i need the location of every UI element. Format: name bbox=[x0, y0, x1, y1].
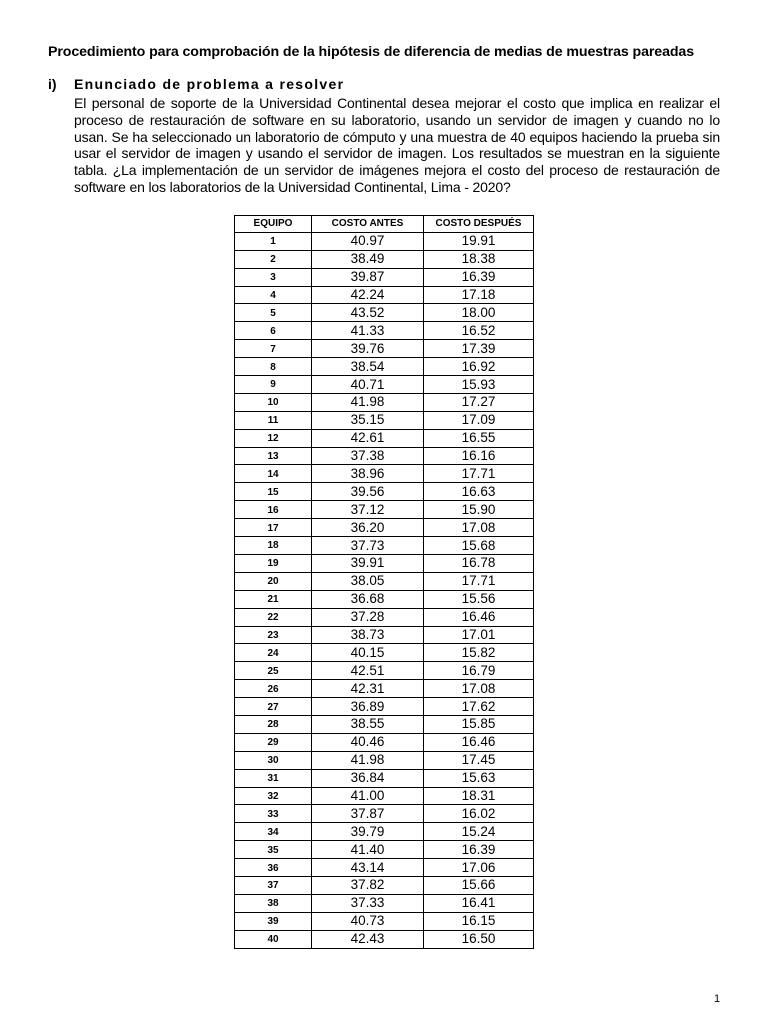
table-row bbox=[235, 537, 534, 555]
table-row bbox=[235, 930, 534, 948]
section-header bbox=[48, 76, 728, 92]
cell-costo-antes: 41.98 bbox=[312, 751, 424, 769]
cell-costo-despues: 16.50 bbox=[424, 930, 534, 948]
section-heading: Enunciado de problema a resolver bbox=[74, 76, 345, 92]
table-row bbox=[235, 859, 534, 877]
cell-equipo: 3 bbox=[235, 268, 312, 286]
cell-costo-despues: 16.46 bbox=[424, 608, 534, 626]
cell-costo-despues: 18.00 bbox=[424, 304, 534, 322]
cell-equipo: 17 bbox=[235, 519, 312, 537]
table-row bbox=[235, 733, 534, 751]
header-costo-despues: COSTO DESPUÉS bbox=[424, 216, 534, 233]
cell-costo-antes: 37.87 bbox=[312, 805, 424, 823]
data-table bbox=[234, 215, 534, 949]
cell-equipo: 28 bbox=[235, 715, 312, 733]
cell-costo-despues: 16.78 bbox=[424, 554, 534, 572]
cell-equipo: 6 bbox=[235, 322, 312, 340]
cell-costo-despues: 19.91 bbox=[424, 232, 534, 250]
table-row bbox=[235, 876, 534, 894]
table-row bbox=[235, 715, 534, 733]
cell-costo-antes: 41.33 bbox=[312, 322, 424, 340]
table-row bbox=[235, 787, 534, 805]
page-number: 1 bbox=[714, 993, 721, 1005]
cell-equipo: 29 bbox=[235, 733, 312, 751]
cell-equipo: 34 bbox=[235, 823, 312, 841]
cell-equipo: 32 bbox=[235, 787, 312, 805]
cell-costo-antes: 37.12 bbox=[312, 501, 424, 519]
table-row bbox=[235, 429, 534, 447]
cell-equipo: 19 bbox=[235, 554, 312, 572]
table-row bbox=[235, 358, 534, 376]
cell-equipo: 33 bbox=[235, 805, 312, 823]
cell-costo-despues: 16.39 bbox=[424, 268, 534, 286]
cell-costo-antes: 37.28 bbox=[312, 608, 424, 626]
cell-equipo: 27 bbox=[235, 698, 312, 716]
table-row bbox=[235, 644, 534, 662]
cell-costo-despues: 15.56 bbox=[424, 590, 534, 608]
cell-costo-antes: 39.87 bbox=[312, 268, 424, 286]
table-row bbox=[235, 376, 534, 394]
cell-equipo: 8 bbox=[235, 358, 312, 376]
table-row bbox=[235, 572, 534, 590]
cell-costo-despues: 16.41 bbox=[424, 894, 534, 912]
cell-equipo: 10 bbox=[235, 393, 312, 411]
cell-costo-despues: 15.68 bbox=[424, 537, 534, 555]
cell-costo-antes: 39.76 bbox=[312, 340, 424, 358]
table-row bbox=[235, 393, 534, 411]
cell-costo-antes: 36.68 bbox=[312, 590, 424, 608]
table-row bbox=[235, 232, 534, 250]
cell-costo-despues: 16.02 bbox=[424, 805, 534, 823]
cell-costo-antes: 40.71 bbox=[312, 376, 424, 394]
cell-equipo: 14 bbox=[235, 465, 312, 483]
cell-costo-despues: 17.09 bbox=[424, 411, 534, 429]
table-row bbox=[235, 322, 534, 340]
table-row bbox=[235, 823, 534, 841]
cell-equipo: 31 bbox=[235, 769, 312, 787]
cell-costo-antes: 40.46 bbox=[312, 733, 424, 751]
cell-costo-despues: 16.79 bbox=[424, 662, 534, 680]
cell-costo-despues: 17.06 bbox=[424, 859, 534, 877]
cell-equipo: 30 bbox=[235, 751, 312, 769]
cell-equipo: 12 bbox=[235, 429, 312, 447]
header-equipo: EQUIPO bbox=[235, 216, 312, 233]
cell-equipo: 22 bbox=[235, 608, 312, 626]
section-number: i) bbox=[48, 76, 57, 92]
table-row bbox=[235, 841, 534, 859]
cell-costo-despues: 17.01 bbox=[424, 626, 534, 644]
table-row bbox=[235, 519, 534, 537]
table-row bbox=[235, 894, 534, 912]
cell-equipo: 37 bbox=[235, 876, 312, 894]
cell-costo-antes: 36.89 bbox=[312, 698, 424, 716]
cell-costo-despues: 16.92 bbox=[424, 358, 534, 376]
cell-costo-despues: 18.38 bbox=[424, 250, 534, 268]
cell-equipo: 4 bbox=[235, 286, 312, 304]
cell-equipo: 23 bbox=[235, 626, 312, 644]
cell-equipo: 1 bbox=[235, 232, 312, 250]
cell-costo-antes: 38.54 bbox=[312, 358, 424, 376]
table-row bbox=[235, 411, 534, 429]
cell-costo-despues: 15.93 bbox=[424, 376, 534, 394]
cell-costo-antes: 40.73 bbox=[312, 912, 424, 930]
cell-costo-antes: 43.14 bbox=[312, 859, 424, 877]
table-row bbox=[235, 912, 534, 930]
cell-costo-despues: 16.39 bbox=[424, 841, 534, 859]
cell-costo-despues: 17.08 bbox=[424, 519, 534, 537]
table-header-row bbox=[235, 216, 534, 233]
cell-equipo: 21 bbox=[235, 590, 312, 608]
cell-costo-despues: 15.66 bbox=[424, 876, 534, 894]
cell-costo-despues: 16.15 bbox=[424, 912, 534, 930]
table-row bbox=[235, 698, 534, 716]
cell-costo-antes: 38.96 bbox=[312, 465, 424, 483]
cell-equipo: 2 bbox=[235, 250, 312, 268]
cell-costo-antes: 38.05 bbox=[312, 572, 424, 590]
table-row bbox=[235, 590, 534, 608]
cell-costo-antes: 40.97 bbox=[312, 232, 424, 250]
table-row bbox=[235, 680, 534, 698]
cell-costo-antes: 41.40 bbox=[312, 841, 424, 859]
cell-costo-despues: 17.62 bbox=[424, 698, 534, 716]
table-row bbox=[235, 268, 534, 286]
cell-costo-despues: 15.82 bbox=[424, 644, 534, 662]
cell-costo-despues: 16.16 bbox=[424, 447, 534, 465]
cell-costo-despues: 17.08 bbox=[424, 680, 534, 698]
cell-costo-antes: 42.24 bbox=[312, 286, 424, 304]
cell-costo-antes: 37.33 bbox=[312, 894, 424, 912]
cell-costo-antes: 41.00 bbox=[312, 787, 424, 805]
cell-costo-despues: 18.31 bbox=[424, 787, 534, 805]
cell-equipo: 13 bbox=[235, 447, 312, 465]
cell-costo-antes: 41.98 bbox=[312, 393, 424, 411]
cell-equipo: 25 bbox=[235, 662, 312, 680]
cell-costo-antes: 36.20 bbox=[312, 519, 424, 537]
table-row bbox=[235, 751, 534, 769]
cell-equipo: 24 bbox=[235, 644, 312, 662]
cell-costo-despues: 16.52 bbox=[424, 322, 534, 340]
cell-costo-antes: 42.51 bbox=[312, 662, 424, 680]
cell-costo-antes: 39.79 bbox=[312, 823, 424, 841]
cell-equipo: 15 bbox=[235, 483, 312, 501]
cell-equipo: 39 bbox=[235, 912, 312, 930]
table-row bbox=[235, 805, 534, 823]
cell-costo-antes: 38.55 bbox=[312, 715, 424, 733]
cell-costo-antes: 39.91 bbox=[312, 554, 424, 572]
cell-equipo: 26 bbox=[235, 680, 312, 698]
cell-equipo: 40 bbox=[235, 930, 312, 948]
cell-equipo: 9 bbox=[235, 376, 312, 394]
cell-equipo: 35 bbox=[235, 841, 312, 859]
cell-costo-antes: 42.43 bbox=[312, 930, 424, 948]
table-row bbox=[235, 554, 534, 572]
cell-costo-despues: 15.90 bbox=[424, 501, 534, 519]
table-row bbox=[235, 608, 534, 626]
cell-costo-despues: 17.18 bbox=[424, 286, 534, 304]
cell-equipo: 36 bbox=[235, 859, 312, 877]
cell-equipo: 20 bbox=[235, 572, 312, 590]
cell-costo-despues: 17.39 bbox=[424, 340, 534, 358]
cell-costo-antes: 40.15 bbox=[312, 644, 424, 662]
header-costo-antes: COSTO ANTES bbox=[312, 216, 424, 233]
table-row bbox=[235, 340, 534, 358]
cell-costo-antes: 36.84 bbox=[312, 769, 424, 787]
cell-costo-despues: 15.24 bbox=[424, 823, 534, 841]
cell-costo-despues: 17.45 bbox=[424, 751, 534, 769]
cell-equipo: 5 bbox=[235, 304, 312, 322]
table-row bbox=[235, 769, 534, 787]
cell-costo-despues: 15.85 bbox=[424, 715, 534, 733]
cell-costo-despues: 16.55 bbox=[424, 429, 534, 447]
table-body bbox=[235, 232, 534, 948]
table-row bbox=[235, 304, 534, 322]
cell-equipo: 11 bbox=[235, 411, 312, 429]
table-row bbox=[235, 286, 534, 304]
cell-costo-antes: 43.52 bbox=[312, 304, 424, 322]
cell-costo-despues: 17.71 bbox=[424, 572, 534, 590]
cell-costo-antes: 37.82 bbox=[312, 876, 424, 894]
cell-costo-antes: 38.49 bbox=[312, 250, 424, 268]
table-row bbox=[235, 501, 534, 519]
problem-statement: El personal de soporte de la Universidad Continental desea mejorar el costo que implica en realizar el proceso de restauración de software en su laboratorio, usando un servidor de imagen y cuando no lo usan. Se ha seleccionado un laboratorio de cómputo y una muestra de 40 equipos haciendo la prueba sin usar el servidor de imagen y usando el servidor de imagen. Los resultados se muestran en la siguiente tabla. ¿La implementación de un servidor de imágenes mejora el costo del proceso de restauración de software en los laboratorios de la Universidad Continental, Lima - 2020? bbox=[74, 95, 720, 195]
table-row bbox=[235, 662, 534, 680]
cell-costo-antes: 37.38 bbox=[312, 447, 424, 465]
cell-costo-despues: 16.46 bbox=[424, 733, 534, 751]
cell-costo-despues: 15.63 bbox=[424, 769, 534, 787]
cell-costo-despues: 16.63 bbox=[424, 483, 534, 501]
cell-costo-despues: 17.71 bbox=[424, 465, 534, 483]
cell-costo-antes: 35.15 bbox=[312, 411, 424, 429]
document-title: Procedimiento para comprobación de la hipótesis de diferencia de medias de muestras pareadas bbox=[48, 44, 695, 60]
cell-costo-antes: 37.73 bbox=[312, 537, 424, 555]
cell-equipo: 38 bbox=[235, 894, 312, 912]
table-row bbox=[235, 465, 534, 483]
table-row bbox=[235, 483, 534, 501]
table-row bbox=[235, 626, 534, 644]
cell-costo-antes: 39.56 bbox=[312, 483, 424, 501]
cell-equipo: 16 bbox=[235, 501, 312, 519]
cell-equipo: 7 bbox=[235, 340, 312, 358]
table-row bbox=[235, 447, 534, 465]
cell-costo-despues: 17.27 bbox=[424, 393, 534, 411]
cell-costo-antes: 38.73 bbox=[312, 626, 424, 644]
cell-costo-antes: 42.61 bbox=[312, 429, 424, 447]
cell-equipo: 18 bbox=[235, 537, 312, 555]
table-row bbox=[235, 250, 534, 268]
cell-costo-antes: 42.31 bbox=[312, 680, 424, 698]
